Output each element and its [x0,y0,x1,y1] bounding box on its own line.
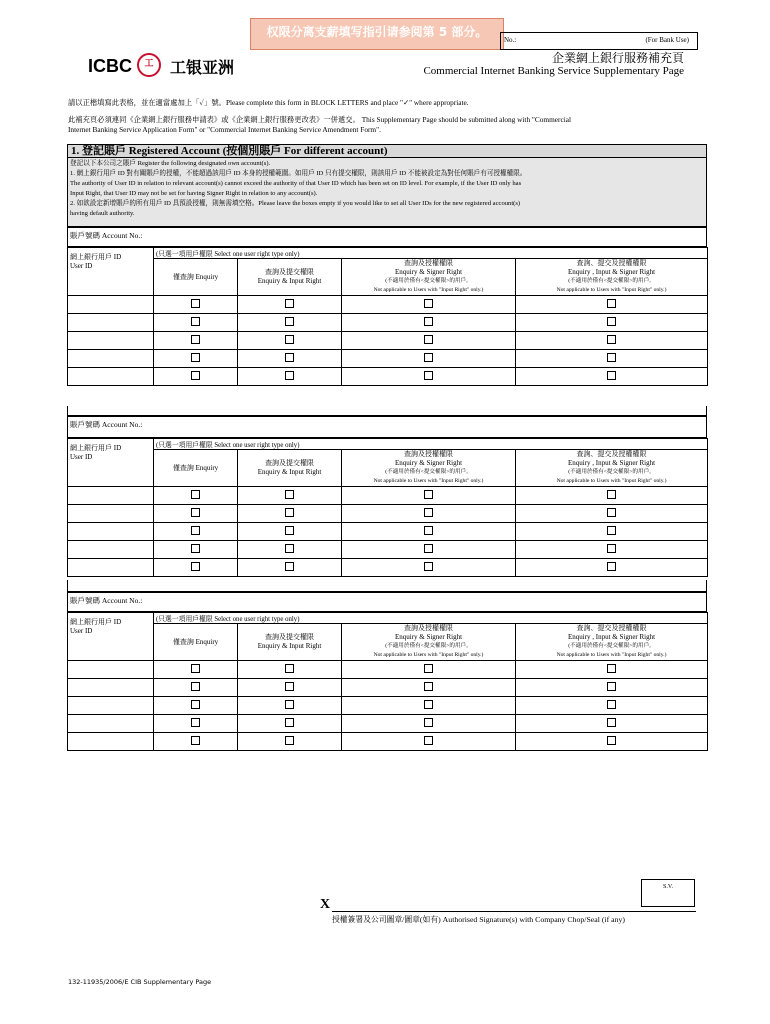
table-row [68,296,708,314]
enquiry-header: 僅查詢 Enquiry [154,259,238,296]
enquiry-checkbox[interactable] [191,562,200,571]
input-checkbox[interactable] [285,682,294,691]
table-row [68,368,708,386]
sv-box: S.V. [641,879,695,907]
logo-text-cn: 工银亚洲 [170,58,235,77]
instruction-line: 此補充頁必須連同《企業網上銀行服務申請表》或《企業網上銀行服務更改表》一併遞交。 This Supplementary Page should be submitted along with "Commercial [68,115,571,124]
section-notes [67,158,707,227]
signer-checkbox[interactable] [424,371,433,380]
table-row [68,487,708,505]
input-right-header: 查詢及提交權限 Enquiry & Input Right [238,624,342,661]
signer-checkbox[interactable] [424,736,433,745]
table-row [68,661,708,679]
enquiry-checkbox[interactable] [191,664,200,673]
input-signer-right-header: 查詢、提交及授權權限 Enquiry , Input & Signer Right (不適用於僅有<提交權限>的用戶。 Not applicable to Users with "Input Right" only.) [516,624,708,661]
input-signer-checkbox[interactable] [607,526,616,535]
enquiry-checkbox[interactable] [191,317,200,326]
userid-input[interactable] [68,679,154,697]
signer-checkbox[interactable] [424,682,433,691]
signer-checkbox[interactable] [424,490,433,499]
select-one-note: (只選一項用戶權限 Select one user right type only) [154,248,708,259]
userid-input[interactable] [68,715,154,733]
enquiry-checkbox[interactable] [191,335,200,344]
table-row [68,332,708,350]
signature-label: 授權簽署及公司圖章/圖章(如有) Authorised Signature(s) with Company Chop/Seal (if any) [332,915,625,924]
userid-input[interactable] [68,697,154,715]
input-right-header: 查詢及提交權限 Enquiry & Input Right [238,450,342,487]
input-signer-checkbox[interactable] [607,700,616,709]
table-row [68,541,708,559]
account-no-field[interactable]: 賬戶號碼 Account No.: [67,227,707,247]
icbc-logo-icon: 工 [137,53,161,77]
input-signer-checkbox[interactable] [607,682,616,691]
select-one-note: (只選一項用戶權限 Select one user right type only) [154,613,708,624]
signer-checkbox[interactable] [424,508,433,517]
input-checkbox[interactable] [285,490,294,499]
input-checkbox[interactable] [285,664,294,673]
enquiry-header: 僅查詢 Enquiry [154,624,238,661]
account-no-field[interactable]: 賬戶號碼 Account No.: [67,592,707,612]
userid-input[interactable] [68,314,154,332]
signature-line[interactable] [332,911,696,912]
banner-notice: 权限分离支薪填写指引请参阅第 5 部分。 [250,18,504,50]
enquiry-header: 僅查詢 Enquiry [154,450,238,487]
enquiry-checkbox[interactable] [191,544,200,553]
userid-input[interactable] [68,368,154,386]
enquiry-checkbox[interactable] [191,353,200,362]
input-checkbox[interactable] [285,353,294,362]
user-rights-table [67,247,708,386]
input-signer-checkbox[interactable] [607,508,616,517]
user-rights-table [67,438,708,577]
signature-x-mark: X [320,897,331,912]
footer-form-code: 132-11935/2006/E CIB Supplementary Page [68,978,212,986]
signer-checkbox[interactable] [424,562,433,571]
spacer-row [67,406,707,416]
input-signer-checkbox[interactable] [607,664,616,673]
input-signer-checkbox[interactable] [607,317,616,326]
input-signer-checkbox[interactable] [607,736,616,745]
userid-input[interactable] [68,332,154,350]
select-one-note: (只選一項用戶權限 Select one user right type only) [154,439,708,450]
userid-header: 網上銀行用戶 ID User ID [68,613,154,661]
note-line: 1. 網上銀行用戶 ID 對有關賬戶的授權，不能超過該用戶 ID 本身的授權範圍。如用戶 ID 只有提交權限，則該用戶 ID 不能被設定為對任何賬戶有可授權權限。 [70,170,527,177]
signer-checkbox[interactable] [424,544,433,553]
input-checkbox[interactable] [285,736,294,745]
section-heading [67,144,707,158]
enquiry-checkbox[interactable] [191,700,200,709]
page-title-en: Commercial Internet Banking Service Supplementary Page [423,65,684,77]
signer-checkbox[interactable] [424,299,433,308]
userid-input[interactable] [68,296,154,314]
input-signer-right-header: 查詢、提交及授權權限 Enquiry , Input & Signer Right (不適用於僅有<提交權限>的用戶。 Not applicable to Users with "Input Right" only.) [516,450,708,487]
bank-use-box [500,32,698,50]
section-number: 1. [71,145,80,157]
signer-right-header: 查詢及授權權限 Enquiry & Signer Right (不適用於僅有<提交權限>的用戶。 Not applicable to Users with "Input Right" only.) [342,624,516,661]
logo-text-en: ICBC [88,56,132,76]
signer-checkbox[interactable] [424,317,433,326]
section-title: 登記賬戶 Registered Account (按個別賬戶 For different account) [82,145,388,157]
signer-checkbox[interactable] [424,335,433,344]
table-row [68,715,708,733]
signer-checkbox[interactable] [424,353,433,362]
userid-input[interactable] [68,487,154,505]
signer-right-header: 查詢及授權權限 Enquiry & Signer Right (不適用於僅有<提交權限>的用戶。 Not applicable to Users with "Input Right" only.) [342,259,516,296]
bank-use-label: (For Bank Use) [645,36,689,44]
enquiry-checkbox[interactable] [191,299,200,308]
signer-checkbox[interactable] [424,718,433,727]
input-checkbox[interactable] [285,544,294,553]
table-row [68,697,708,715]
userid-input[interactable] [68,559,154,577]
table-row [68,559,708,577]
userid-input[interactable] [68,505,154,523]
signer-checkbox[interactable] [424,700,433,709]
input-signer-checkbox[interactable] [607,371,616,380]
input-checkbox[interactable] [285,700,294,709]
input-checkbox[interactable] [285,299,294,308]
input-signer-checkbox[interactable] [607,718,616,727]
enquiry-checkbox[interactable] [191,508,200,517]
page-title-cn: 企業網上銀行服務補充頁 [551,51,684,65]
enquiry-checkbox[interactable] [191,718,200,727]
signer-checkbox[interactable] [424,526,433,535]
userid-header: 網上銀行用戶 ID User ID [68,439,154,487]
userid-input[interactable] [68,541,154,559]
input-checkbox[interactable] [285,526,294,535]
input-checkbox[interactable] [285,317,294,326]
note-line: 2. 如欲設定新增賬戶的所有用戶 ID 具預設授權，則無需填空格。Please leave the boxes empty if you would like to set all User IDs for the new registered account(s) [70,200,521,207]
enquiry-checkbox[interactable] [191,371,200,380]
table-row [68,350,708,368]
input-signer-checkbox[interactable] [607,353,616,362]
input-right-header: 查詢及提交權限 Enquiry & Input Right [238,259,342,296]
spacer-row [67,580,707,592]
input-signer-checkbox[interactable] [607,490,616,499]
enquiry-checkbox[interactable] [191,490,200,499]
userid-input[interactable] [68,661,154,679]
input-signer-checkbox[interactable] [607,335,616,344]
note-line: having default authority. [70,210,135,217]
user-rights-table [67,612,708,751]
input-checkbox[interactable] [285,335,294,344]
userid-input[interactable] [68,523,154,541]
input-checkbox[interactable] [285,371,294,380]
signer-right-header: 查詢及授權權限 Enquiry & Signer Right (不適用於僅有<提交權限>的用戶。 Not applicable to Users with "Input Right" only.) [342,450,516,487]
note-line: The authority of User ID in relation to relevant account(s) cannot exceed the authority of that User ID which has been set on ID level. For example, if the User ID only has [70,180,522,187]
signer-checkbox[interactable] [424,664,433,673]
input-checkbox[interactable] [285,562,294,571]
input-checkbox[interactable] [285,508,294,517]
input-checkbox[interactable] [285,718,294,727]
userid-input[interactable] [68,733,154,751]
input-signer-checkbox[interactable] [607,562,616,571]
table-row [68,523,708,541]
table-row [68,733,708,751]
bank-use-no-label: No.: [504,36,517,44]
note-line: 登記以下本公司之賬戶 Register the following designated own account(s). [70,160,271,167]
instruction-line: 請以正楷填寫此表格，並在適當處加上「✓」號。Please complete this form in BLOCK LETTERS and place "✓" where appropriate. [68,98,469,107]
table-row [68,679,708,697]
enquiry-checkbox[interactable] [191,736,200,745]
input-signer-checkbox[interactable] [607,544,616,553]
table-row [68,505,708,523]
table-row [68,314,708,332]
instruction-line: Internet Banking Service Application Form" or "Commercial Internet Banking Service Amendment Form". [68,125,381,134]
note-line: Input Right, that User ID may not be set for having Signer Right in relation to any account(s). [70,190,318,197]
account-no-field[interactable]: 賬戶號碼 Account No.: [67,416,707,438]
userid-input[interactable] [68,350,154,368]
enquiry-checkbox[interactable] [191,682,200,691]
enquiry-checkbox[interactable] [191,526,200,535]
input-signer-right-header: 查詢、提交及授權權限 Enquiry , Input & Signer Right (不適用於僅有<提交權限>的用戶。 Not applicable to Users with "Input Right" only.) [516,259,708,296]
input-signer-checkbox[interactable] [607,299,616,308]
userid-header: 網上銀行用戶 ID User ID [68,248,154,296]
